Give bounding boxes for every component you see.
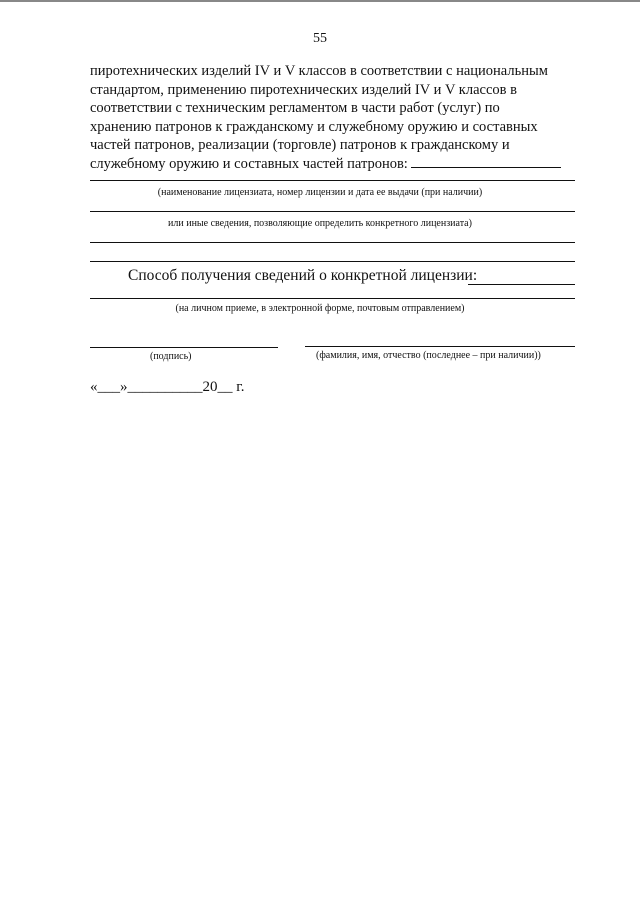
- date-field[interactable]: «___»__________20__ г.: [90, 379, 245, 395]
- paragraph-line: соответствии с техническим регламентом в части работ (услуг) по: [90, 100, 500, 117]
- paragraph-line: пиротехнических изделий IV и V классов в соответствии с национальным: [90, 63, 548, 79]
- method-label: Способ получения сведений о конкретной лицензии:: [128, 267, 478, 284]
- signature-caption: (подпись): [150, 351, 192, 362]
- page-top-edge: [0, 0, 640, 2]
- paragraph-last-line: [90, 155, 575, 174]
- paragraph-line: частей патронов, реализации (торговле) патронов к гражданскому и: [90, 137, 510, 154]
- paragraph-line: хранению патронов к гражданскому и служебному оружию и составных: [90, 118, 538, 135]
- blank-field-line[interactable]: [90, 261, 575, 262]
- license-description-paragraph: [90, 62, 575, 174]
- method-caption: (на личном приеме, в электронной форме, почтовым отправлением): [175, 303, 465, 314]
- licensee-caption: (наименование лицензиата, номер лицензии и дата ее выдачи (при наличии): [157, 187, 483, 198]
- blank-field-line[interactable]: [90, 242, 575, 243]
- method-field-line[interactable]: [90, 298, 575, 299]
- licensee-field-line[interactable]: [90, 180, 575, 181]
- other-info-field-line[interactable]: [90, 211, 575, 212]
- licensee-fill-line[interactable]: [411, 155, 561, 168]
- full-name-line[interactable]: [305, 346, 575, 347]
- other-info-caption: или иные сведения, позволяющие определить конкретного лицензиата): [168, 218, 472, 229]
- full-name-caption: (фамилия, имя, отчество (последнее – при наличии)): [316, 350, 541, 361]
- method-inline-line[interactable]: [468, 284, 575, 285]
- paragraph-line: стандартом, применению пиротехнических изделий IV и V классов в: [90, 81, 517, 98]
- paragraph-line: служебному оружию и составных частей патронов:: [90, 155, 408, 172]
- signature-line[interactable]: [90, 347, 278, 348]
- page-number: 55: [313, 31, 327, 46]
